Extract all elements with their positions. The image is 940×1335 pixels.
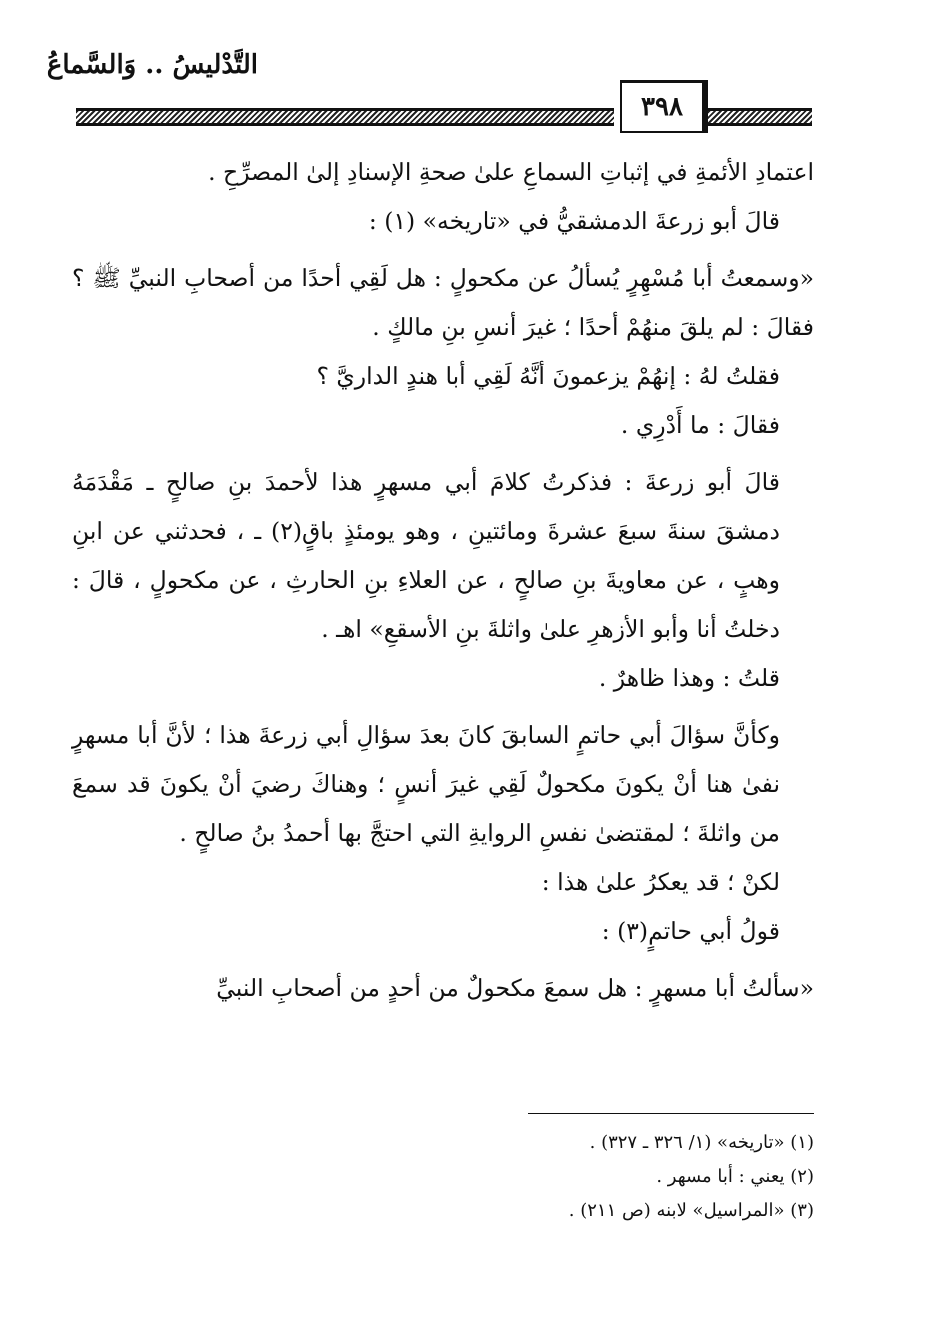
footnotes bbox=[300, 1126, 814, 1228]
paragraph: قلتُ : وهذا ظاهرٌ . bbox=[598, 664, 780, 692]
paragraph: وكأنَّ سؤالَ أبي حاتمٍ السابقَ كانَ بعدَ سؤالِ أبي زرعةَ هذا ؛ لأنَّ أبا مسهرٍ نفىٰ هنا أنْ يكونَ مكحولٌ لَقِي غيرَ أنسٍ ؛ وهناكَ رضيَ أنْ يكونَ قد سمعَ من واثلةَ ؛ لمقتضىٰ نفسِ الروايةِ التي احتجَّ بها أحمدُ بنُ صالحٍ . bbox=[72, 721, 780, 847]
running-title: التَّدْليسُ .. وَالسَّماعُ bbox=[46, 50, 258, 80]
footnote: (١) «تاريخه» (١/ ٣٢٦ ـ ٣٢٧) . bbox=[589, 1132, 814, 1153]
quote-paragraph: «سألتُ أبا مسهرٍ : هل سمعَ مكحولٌ من أحدٍ من أصحابِ النبيِّ bbox=[216, 974, 814, 1002]
paragraph: اعتمادِ الأئمةِ في إثباتِ السماعِ علىٰ صحةِ الإسنادِ إلىٰ المصرِّحِ . bbox=[208, 158, 814, 186]
paragraph: فقلتُ لهُ : إنهُمْ يزعمونَ أنَّهُ لَقِي أبا هندٍ الداريَّ ؟ bbox=[316, 362, 780, 390]
paragraph: قالَ أبو زرعةَ : فذكرتُ كلامَ أبي مسهرٍ هذا لأحمدَ بنِ صالحٍ ـ مَقْدَمَهُ دمشقَ سنةَ سبعَ عشرةَ ومائتينِ ، وهو يومئذٍ باقٍ(٢) ـ ، فحدثني عن ابنِ وهبٍ ، عن معاويةَ بنِ صالحٍ ، عن العلاءِ بنِ الحارثِ ، عن مكحولٍ ، قالَ : دخلتُ أنا وأبو الأزهرِ علىٰ واثلةَ بنِ الأسقعِ» اهـ . bbox=[72, 468, 780, 643]
paragraph: قالَ أبو زرعةَ الدمشقيُّ في «تاريخه» (١) : bbox=[368, 207, 780, 235]
paragraph: فقالَ : ما أَدْرِي . bbox=[620, 411, 780, 439]
quote-paragraph: «وسمعتُ أبا مُسْهِرٍ يُسألُ عن مكحولٍ : هل لَقِي أحدًا من أصحابِ النبيِّ ﷺ ؟ فقالَ : لم يلقَ منهُمْ أحدًا ؛ غيرَ أنسِ بنِ مالكٍ . bbox=[72, 264, 814, 341]
header-rule-left bbox=[76, 108, 614, 126]
footnote-separator bbox=[528, 1113, 814, 1114]
header-rule-right bbox=[708, 108, 812, 126]
footnote: (٣) «المراسيل» لابنه (ص ٢١١) . bbox=[568, 1200, 814, 1221]
main-text bbox=[72, 148, 814, 1013]
footnote: (٢) يعني : أبا مسهر . bbox=[656, 1166, 814, 1187]
paragraph: لكنْ ؛ قد يعكرُ علىٰ هذا : bbox=[541, 868, 780, 896]
paragraph: قولُ أبي حاتمٍ(٣) : bbox=[601, 917, 780, 945]
page-number: ٣٩٨ bbox=[620, 80, 708, 133]
